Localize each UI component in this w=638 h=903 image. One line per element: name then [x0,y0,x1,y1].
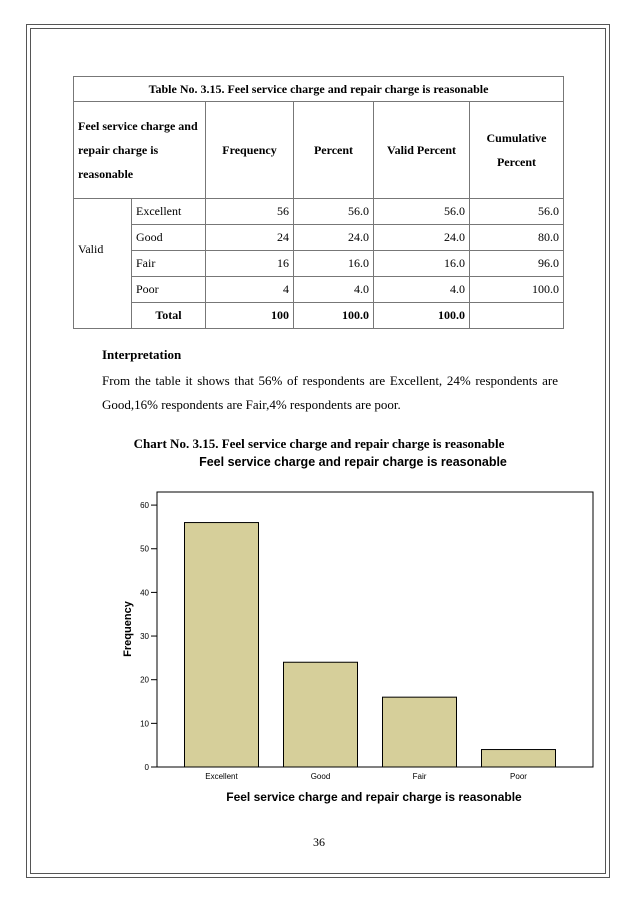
interpretation-text: From the table it shows that 56% of respondents are Excellent, 24% respondents are Good,16% respondents are Fair,4% respondents are poor. [102,373,558,412]
header-variable: Feel service charge and repair charge is reasonable [74,102,206,199]
y-tick-label: 10 [140,719,149,729]
cell-frequency: 24 [206,225,294,251]
cell-valid-percent: 4.0 [374,277,470,303]
total-label: Total [132,303,206,329]
x-tick-label: Good [310,772,331,781]
cell-cumulative: 96.0 [470,251,564,277]
cell-frequency: 56 [206,199,294,225]
x-axis [205,772,527,781]
header-percent: Percent [294,102,374,199]
bar-poor [482,750,556,767]
header-valid-percent: Valid Percent [374,102,470,199]
y-tick-label: 40 [140,588,149,598]
cell-percent: 16.0 [294,251,374,277]
cell-percent: 4.0 [294,277,374,303]
header-cumulative: Cumulative Percent [470,102,564,199]
chart-title: Feel service charge and repair charge is reasonable [199,455,507,469]
y-axis-label: Frequency [122,601,134,657]
y-tick-label: 30 [140,632,149,642]
bar-excellent [185,523,259,767]
cell-percent: 24.0 [294,225,374,251]
x-axis-label: Feel service charge and repair charge is reasonable [226,790,522,804]
cell-percent: 56.0 [294,199,374,225]
x-tick-label: Excellent [205,772,238,781]
cell-cumulative: 56.0 [470,199,564,225]
y-tick-label: 20 [140,675,149,685]
cell-frequency: 4 [206,277,294,303]
page-number: 36 [313,835,325,849]
total-frequency: 100 [206,303,294,329]
x-tick-label: Poor [510,772,527,781]
cell-frequency: 16 [206,251,294,277]
cell-valid-percent: 56.0 [374,199,470,225]
bar-good [284,662,358,767]
group-label-valid: Valid [74,199,132,329]
total-percent: 100.0 [294,303,374,329]
header-frequency: Frequency [206,102,294,199]
row-label: Fair [132,251,206,277]
y-tick-label: 50 [140,544,149,554]
total-valid-percent: 100.0 [374,303,470,329]
cell-cumulative: 80.0 [470,225,564,251]
row-label: Poor [132,277,206,303]
cell-valid-percent: 24.0 [374,225,470,251]
y-tick-label: 0 [144,763,149,772]
y-axis [140,501,157,772]
table-caption: Table No. 3.15. Feel service charge and repair charge is reasonable [74,77,564,102]
y-tick-label: 60 [140,501,149,511]
cell-cumulative: 100.0 [470,277,564,303]
cell-valid-percent: 16.0 [374,251,470,277]
row-label: Excellent [132,199,206,225]
row-label: Good [132,225,206,251]
x-tick-label: Fair [412,772,427,781]
bar-fair [383,697,457,767]
interpretation-title: Interpretation [102,347,182,362]
chart-caption: Chart No. 3.15. Feel service charge and repair charge is reasonable [133,436,505,451]
